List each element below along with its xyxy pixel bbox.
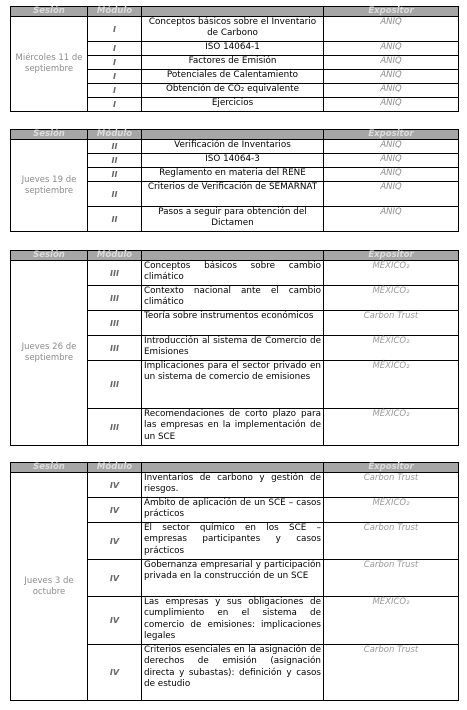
topic-cell: Conceptos básicos sobre el Inventario de Carbono [142,17,324,42]
speaker-cell: ANIQ [324,140,459,154]
speaker-cell: ANIQ [324,207,459,232]
module-number: II [88,207,142,232]
topic-cell: Implicaciones para el sector privado en un sistema de comercio de emisiones [142,361,324,409]
speaker-cell: ANIQ [324,17,459,42]
header-topic [142,463,324,473]
topic-cell: Ámbito de aplicación de un SCE – casos prácticos [142,498,324,523]
session-date: Jueves 26 de septiembre [11,261,88,446]
module-number: IV [88,645,142,701]
table-header-row [11,7,459,17]
topic-cell: ISO 14064-3 [142,154,324,168]
speaker-cell: MÉXICO₂ [324,498,459,523]
speaker-cell: ANIQ [324,168,459,182]
speaker-cell: MÉXICO₂ [324,336,459,361]
topic-cell: Gobernanza empresarial y participación privada en la construcción de un SCE [142,560,324,597]
header-topic [142,7,324,17]
table-header-row [11,251,459,261]
header-topic [142,130,324,140]
topic-cell: Verificación de Inventarios [142,140,324,154]
header-module: Módulo [88,463,142,473]
speaker-cell: MÉXICO₂ [324,261,459,286]
header-module: Módulo [88,7,142,17]
speaker-cell: MÉXICO₂ [324,361,459,409]
module-number: III [88,336,142,361]
header-speaker: Expositor [324,251,459,261]
module-number: II [88,182,142,207]
module-number: IV [88,560,142,597]
header-speaker: Expositor [324,130,459,140]
module-number: II [88,140,142,154]
table-row [11,261,459,286]
topic-cell: Teoría sobre instrumentos económicos [142,311,324,336]
module-number: III [88,409,142,446]
topic-cell: Contexto nacional ante el cambio climático [142,286,324,311]
session-date: Miércoles 11 de septiembre [11,17,88,112]
speaker-cell: ANIQ [324,70,459,84]
header-module: Módulo [88,251,142,261]
topic-cell: Conceptos básicos sobre cambio climático [142,261,324,286]
header-session: Sesión [11,463,88,473]
schedule-table-module-4 [10,462,459,701]
table-row [11,17,459,42]
module-number: III [88,311,142,336]
speaker-cell: MÉXICO₂ [324,597,459,645]
header-session: Sesión [11,130,88,140]
module-number: IV [88,498,142,523]
header-module: Módulo [88,130,142,140]
session-date: Jueves 3 de octubre [11,473,88,701]
module-number: III [88,261,142,286]
topic-cell: Criterios de Verificación de SEMARNAT [142,182,324,207]
speaker-cell: ANIQ [324,98,459,112]
topic-cell: Potenciales de Calentamiento [142,70,324,84]
table-header-row [11,130,459,140]
module-number: III [88,286,142,311]
module-number: IV [88,597,142,645]
session-date: Jueves 19 de septiembre [11,140,88,232]
topic-cell: Factores de Emisión [142,56,324,70]
header-speaker: Expositor [324,463,459,473]
topic-cell: Criterios esenciales en la asignación de derechos de emisión (asignación directa y subastas): definición y casos de estudio [142,645,324,701]
speaker-cell: ANIQ [324,182,459,207]
module-number: I [88,42,142,56]
speaker-cell: Carbon Trust [324,311,459,336]
header-topic [142,251,324,261]
topic-cell: Introducción al sistema de Comercio de Emisiones [142,336,324,361]
module-number: I [88,84,142,98]
module-number: I [88,17,142,42]
module-number: I [88,70,142,84]
schedule-table-module-3 [10,250,459,446]
speaker-cell: ANIQ [324,56,459,70]
header-session: Sesión [11,251,88,261]
topic-cell: Obtención de CO₂ equivalente [142,84,324,98]
speaker-cell: MÉXICO₂ [324,286,459,311]
speaker-cell: Carbon Trust [324,523,459,560]
module-number: IV [88,523,142,560]
topic-cell: ISO 14064-1 [142,42,324,56]
header-session: Sesión [11,7,88,17]
speaker-cell: Carbon Trust [324,560,459,597]
module-number: II [88,154,142,168]
module-number: II [88,168,142,182]
topic-cell: Las empresas y sus obligaciones de cumplimiento en el sistema de comercio de emisiones: implicaciones legales [142,597,324,645]
speaker-cell: MÉXICO₂ [324,409,459,446]
table-row [11,473,459,498]
module-number: I [88,98,142,112]
speaker-cell: ANIQ [324,42,459,56]
topic-cell: Reglamento en materia del RENE [142,168,324,182]
module-number: I [88,56,142,70]
speaker-cell: ANIQ [324,154,459,168]
speaker-cell: ANIQ [324,84,459,98]
header-speaker: Expositor [324,7,459,17]
topic-cell: El sector químico en los SCE – empresas participantes y casos prácticos [142,523,324,560]
topic-cell: Pasos a seguir para obtención del Dictamen [142,207,324,232]
speaker-cell: Carbon Trust [324,645,459,701]
table-row [11,140,459,154]
topic-cell: Ejercicios [142,98,324,112]
topic-cell: Inventarios de carbono y gestión de riesgos. [142,473,324,498]
schedule-table-module-2 [10,129,459,232]
module-number: IV [88,473,142,498]
table-header-row [11,463,459,473]
topic-cell: Recomendaciones de corto plazo para las empresas en la implementación de un SCE [142,409,324,446]
module-number: III [88,361,142,409]
speaker-cell: Carbon Trust [324,473,459,498]
schedule-table-module-1 [10,6,459,112]
